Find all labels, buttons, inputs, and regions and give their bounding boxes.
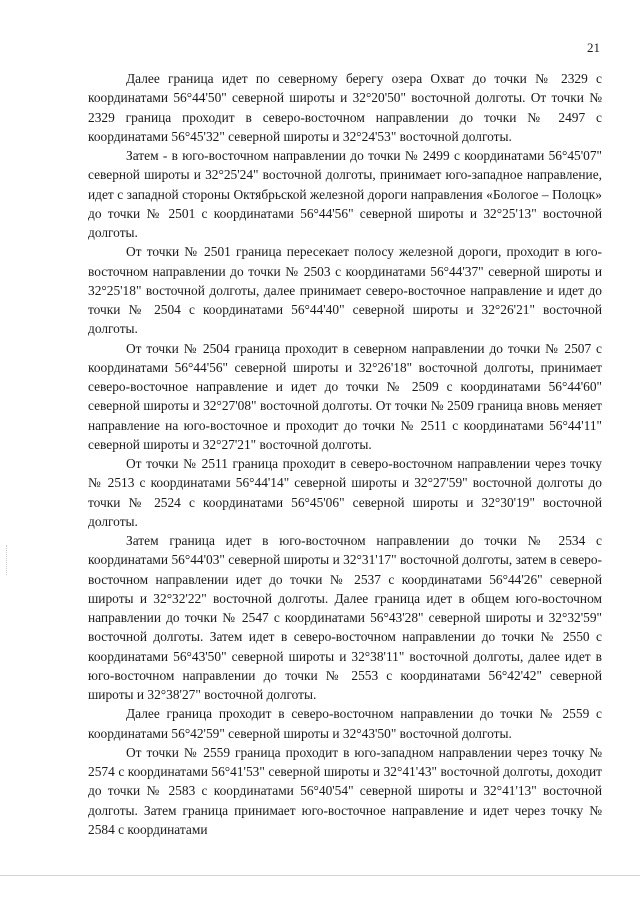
paragraph: Затем - в юго-восточном направлении до точки № 2499 с координатами 56°45'07" северной широты и 32°25'24" восточной долготы, принимает юго-западное направление, идет с западной стороны Октябрьской железной дороги направления «Бологое – Полоцк» до точки № 2501 с координатами 56°44'56" северной широты и 32°25'13" восточной долготы. [88, 148, 602, 240]
page-number: 21 [587, 40, 600, 55]
paragraph: От точки № 2504 граница проходит в северном направлении до точки № 2507 с координатами 56°44'56" северной широты и 32°26'18" восточной долготы, принимает северо-восточное направление и идет до точки № 2509 с координатами 56°44'60" северной широты и 32°27'08" восточной долготы. От точки № 2509 граница вновь меняет направление на юго-восточное и проходит до точки № 2511 с координатами 56°44'11" северной широты и 32°27'21" восточной долготы. [88, 340, 602, 452]
page-bottom-edge [0, 875, 640, 876]
paragraph: От точки № 2559 граница проходит в юго-западном направлении через точку № 2574 с координатами 56°41'53" северной широты и 32°41'43" восточной долготы, доходит до точки № 2583 с координатами 56°40'54" северной широты и 32°41'13" восточной долготы. Затем граница принимает юго-восточное направление и идет через точку № 2584 с координатами [88, 744, 602, 837]
paragraph: От точки № 2511 граница проходит в северо-восточном направлении через точку № 2513 с координатами 56°44'14" северной широты и 32°27'59" восточной долготы до точки № 2524 с координатами 56°45'06" северной широты и 32°30'19" восточной долготы. [88, 456, 602, 529]
paragraph: Затем граница идет в юго-восточном направлении до точки № 2534 с координатами 56°44'03" северной широты и 32°31'17" восточной долготы, затем в северо-восточном направлении идет до точки № 2537 с координатами 56°44'26" северной широты и 32°32'22" восточной долготы. Далее граница идет в общем юго-восточном направлении до точки № 2547 с координатами 56°43'28" северной широты и 32°32'59" восточной долготы. Затем идет в северо-восточном направлении до точки № 2550 с координатами 56°43'50" северной широты и 32°38'11" восточной долготы, далее идет в юго-восточном направлении до точки № 2553 с координатами 56°42'42" северной широты и 32°38'27" восточной долготы. [88, 533, 602, 702]
paragraph: Далее граница идет по северному берегу озера Охват до точки № 2329 с координатами 56°44'50" северной широты и 32°20'50" восточной долготы. От точки № 2329 граница проходит в северо-восточном направлении до точки № 2497 с координатами 56°45'32" северной широты и 32°24'53" восточной долготы. [88, 71, 602, 144]
paragraph: От точки № 2501 граница пересекает полосу железной дороги, проходит в юго-восточном направлении до точки № 2503 с координатами 56°44'37" северной широты и 32°25'18" восточной долготы, далее принимает северо-восточное направление и идет до точки № 2504 с координатами 56°44'40" северной широты и 32°26'21" восточной долготы. [88, 244, 602, 337]
scan-artifact [6, 545, 9, 575]
paragraph: Далее граница проходит в северо-восточном направлении до точки № 2559 с координатами 56°42'59" северной широты и 32°43'50" восточной долготы. [88, 706, 602, 741]
document-body [88, 69, 602, 839]
